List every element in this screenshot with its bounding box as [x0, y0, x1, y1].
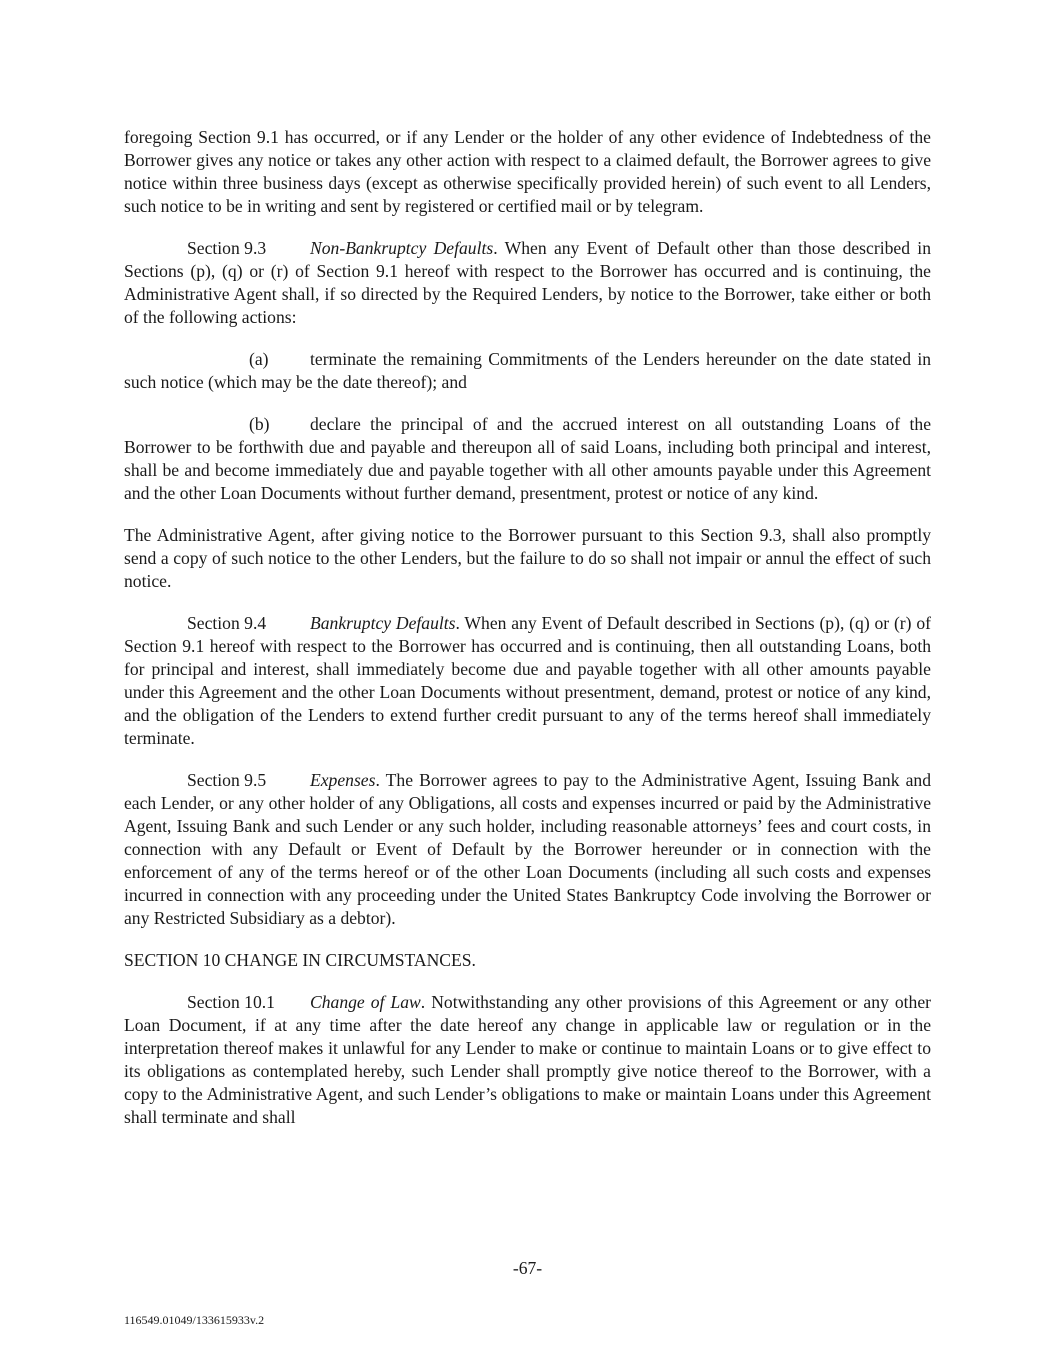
heading-text: SECTION 10 CHANGE IN CIRCUMSTANCES.	[124, 950, 476, 970]
section-title: Bankruptcy Defaults	[310, 613, 456, 633]
section-title: Expenses	[310, 770, 376, 790]
list-item-b	[124, 413, 931, 505]
list-item-text: terminate the remaining Commitments of the Lenders hereunder on the date stated in such notice (which may be the date thereof); and	[124, 349, 931, 392]
section-9-3: Section 9.3 Non-Bankruptcy Defaults. When any Event of Default other than those described in Sections (p), (q) or (r) of Section 9.1 hereof with respect to the Borrower has occurred and is continuing, the Administrative Agent shall, if so directed by the Required Lenders, by notice to the Borrower, take either or both of the following actions:	[124, 238, 931, 327]
paragraph-agent-notice	[124, 524, 931, 593]
list-item-label: (b)	[249, 414, 270, 434]
page-number: -67-	[512, 1258, 543, 1278]
section-10-1: Section 10.1 Change of Law. Notwithstanding any other provisions of this Agreement or any other Loan Document, if at any time after the date hereof any change in applicable law or regulation or in the interpretation thereof makes it unlawful for any Lender to make or continue to maintain Loans or to give effect to its obligations as contemplated hereby, such Lender shall promptly give notice thereof to the Borrower, with a copy to the Administrative Agent, and such Lender’s obligations to make or maintain Loans under this Agreement shall terminate and shall	[124, 992, 932, 1127]
paragraph-continuation	[124, 126, 931, 218]
section-number: Section 9.5	[187, 770, 267, 790]
section-10-heading	[124, 949, 931, 972]
section-number: Section 9.4	[187, 613, 267, 633]
paragraph-text: foregoing Section 9.1 has occurred, or if any Lender or the holder of any other evidence of Indebtedness of the Borrower gives any notice or takes any other action with respect to a claimed default, the Borrower agrees to give notice within three business days (except as otherwise specifically provided herein) of such event to all Lenders, such notice to be in writing and sent by registered or certified mail or by telegram.	[124, 127, 931, 216]
section-9-5: Section 9.5 Expenses. The Borrower agrees to pay to the Administrative Agent, Issuing Bank and each Lender, or any other holder of any Obligations, all costs and expenses incurred or paid by the Administrative Agent, Issuing Bank and such Lender or any such holder, including reasonable attorneys’ fees and court costs, in connection with any Default or Event of Default by the Borrower hereunder or in connection with the enforcement of any of the terms hereof or of the other Loan Documents (including all such costs and expenses incurred in connection with any proceeding under the United States Bankruptcy Code involving the Borrower or any Restricted Subsidiary as a debtor).	[124, 770, 931, 928]
section-title: Change of Law	[310, 992, 421, 1012]
list-item-text: declare the principal of and the accrued interest on all outstanding Loans of the Borrower to be forthwith due and payable and thereupon all of said Loans, including both principal and interest, shall be and become immediately due and payable together with all other amounts payable under this Agreement and the other Loan Documents without further demand, presentment, protest or notice of any kind.	[124, 414, 931, 503]
section-body: Notwithstanding any other provisions of this Agreement or any other Loan Document, if at any time after the date hereof any change in applicable law or regulation or in the interpretation thereof makes it unlawful for any Lender to make or continue to maintain Loans or to give effect to its obligations as contemplated hereby, such Lender shall promptly give notice thereof to the Borrower, with a copy to the Administrative Agent, and such Lender’s obligations to make or maintain Loans under this Agreement shall terminate and shall	[124, 992, 932, 1127]
section-body: When any Event of Default other than those described in Sections (p), (q) or (r) of Section 9.1 hereof with respect to the Borrower has occurred and is continuing, the Administrative Agent shall, if so directed by the Required Lenders, by notice to the Borrower, take either or both of the following actions:	[124, 238, 931, 327]
section-number: Section 9.3	[187, 238, 267, 258]
document-id: 116549.01049/133615933v.2	[124, 1313, 265, 1327]
list-item-a	[124, 348, 931, 394]
section-body: The Borrower agrees to pay to the Administrative Agent, Issuing Bank and each Lender, or any other holder of any Obligations, all costs and expenses incurred or paid by the Administrative Agent, Issuing Bank and such Lender or any such holder, including reasonable attorneys’ fees and court costs, in connection with any Default or Event of Default by the Borrower hereunder or in connection with the enforcement of any of the terms hereof or of the other Loan Documents (including all such costs and expenses incurred in connection with any proceeding under the United States Bankruptcy Code involving the Borrower or any Restricted Subsidiary as a debtor).	[124, 770, 931, 928]
section-body: When any Event of Default described in Sections (p), (q) or (r) of Section 9.1 hereof with respect to the Borrower has occurred and is continuing, then all outstanding Loans, both for principal and interest, shall immediately become due and payable together with all other amounts payable under this Agreement and the other Loan Documents without presentment, demand, protest or notice of any kind, and the obligation of the Lenders to extend further credit pursuant to any of the terms hereof shall immediately terminate.	[124, 613, 931, 748]
section-number: Section 10.1	[187, 992, 275, 1012]
document-page	[124, 126, 931, 1148]
section-9-4: Section 9.4 Bankruptcy Defaults. When any Event of Default described in Sections (p), (q) or (r) of Section 9.1 hereof with respect to the Borrower has occurred and is continuing, then all outstanding Loans, both for principal and interest, shall immediately become due and payable together with all other amounts payable under this Agreement and the other Loan Documents without presentment, demand, protest or notice of any kind, and the obligation of the Lenders to extend further credit pursuant to any of the terms hereof shall immediately terminate.	[124, 613, 931, 748]
paragraph-text: The Administrative Agent, after giving notice to the Borrower pursuant to this Section 9.3, shall also promptly send a copy of such notice to the other Lenders, but the failure to do so shall not impair or annul the effect of such notice.	[124, 525, 931, 591]
section-title: Non-Bankruptcy Defaults	[310, 238, 494, 258]
list-item-label: (a)	[249, 349, 269, 369]
